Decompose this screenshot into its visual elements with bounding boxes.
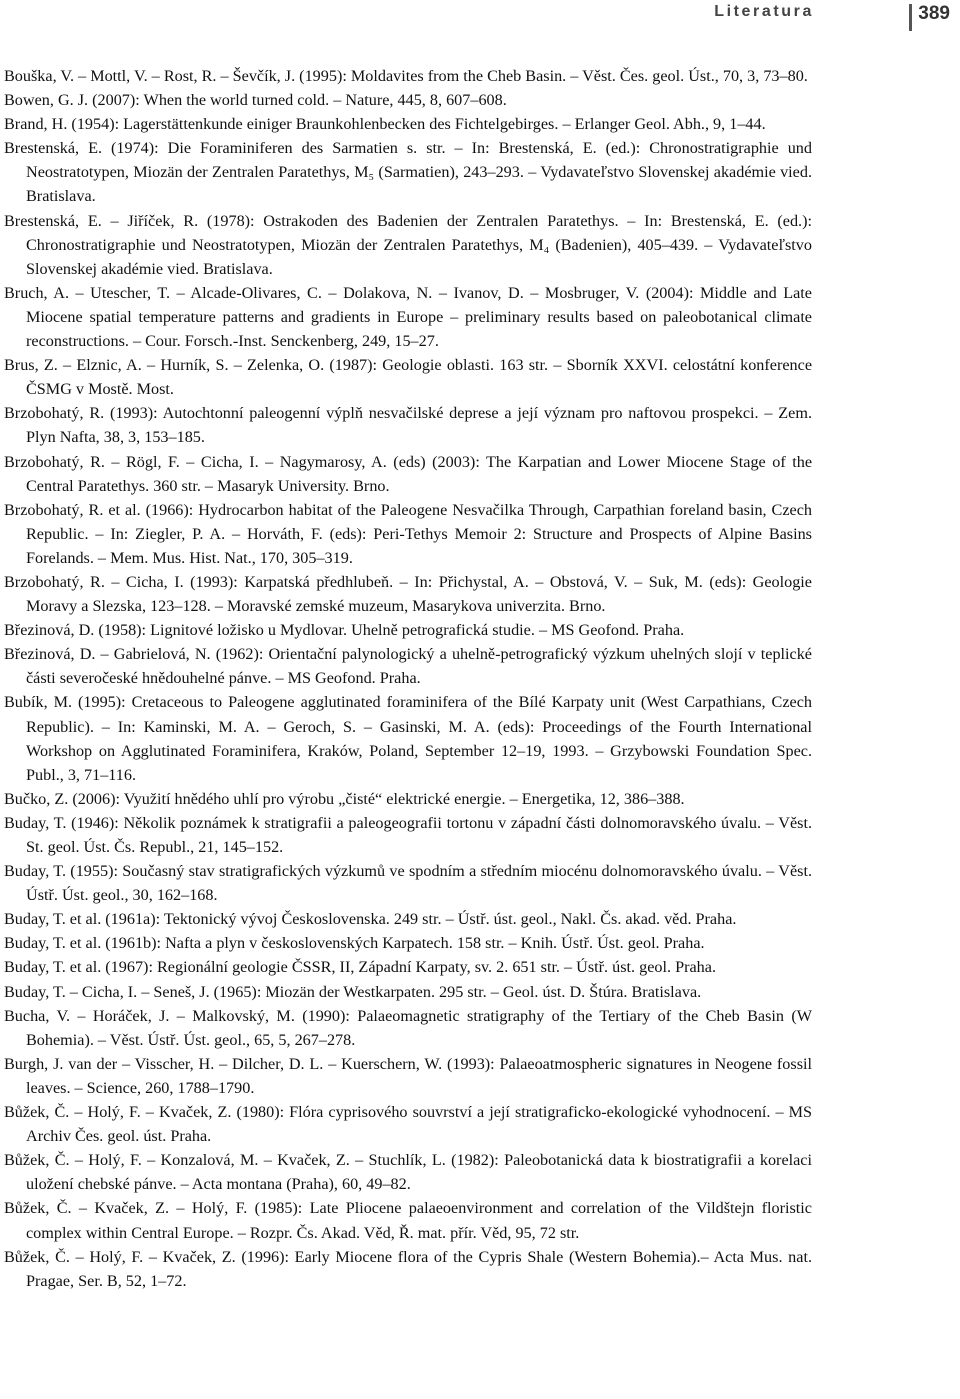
bibliography-entry: Bubík, M. (1995): Cretaceous to Paleogene agglutinated foraminifera of the Bílé Karpaty unit (West Carpathians, Czech Republic). – In: Kaminski, M. A. – Geroch, S. – Gasinski, M. A. (eds): Proceedings of the Fourth International Workshop on Agglutinated Foraminifera, Kraków, Poland, September 12–19, 1993. – Grzybowski Foundation Spec. Publ., 3, 71–116. (4, 693, 812, 784)
bibliography-entry: Bruch, A. – Utescher, T. – Alcade-Olivares, C. – Dolakova, N. – Ivanov, D. – Mosbruger, V. (2004): Middle and Late Miocene spatial temperature patterns and gradients in Europe – preliminary results based on paleobotanical climate reconstructions. – Cour. Forsch.-Inst. Senckenberg, 249, 15–27. (4, 283, 812, 351)
bibliography-entry: Buday, T. (1946): Několik poznámek k stratigrafii a paleogeografii tortonu v západní části dolnomoravského úvalu. – Věst. St. geol. Úst. Čs. Republ., 21, 145–152. (4, 813, 812, 856)
bibliography-entry: Březinová, D. (1958): Lignitové ložisko u Mydlovar. Uhelně petrografická studie. – MS Geofond. Praha. (4, 621, 685, 640)
bibliography-entry: Buday, T. (1955): Současný stav stratigrafických výzkumů ve spodním a středním miocénu dolnomoravského úvalu. – Věst. Ústř. Úst. geol., 30, 162–168. (4, 862, 812, 905)
bibliography-list (4, 64, 812, 1293)
bibliography-entry: Brestenská, E. – Jiříček, R. (1978): Ostrakoden des Badenien der Zentralen Paratethys. – In: Brestenská, E. (ed.): Chronostratigraphie und Neostratotypen, Miozän der Zentralen Paratethys, M₄ (Badenien), 405–439. – Vydavateľstvo Slovenskej akadémie vied. Bratislava. (4, 211, 812, 278)
bibliography-entry: Bouška, V. – Mottl, V. – Rost, R. – Ševčík, J. (1995): Moldavites from the Cheb Basin. – Věst. Čes. geol. Úst., 70, 3, 73–80. (4, 67, 808, 85)
bibliography-entry: Bucha, V. – Horáček, J. – Malkovský, M. (1990): Palaeomagnetic stratigraphy of the Tertiary of the Cheb Basin (W Bohemia). – Věst. Ústř. Úst. geol., 65, 5, 267–278. (4, 1006, 812, 1049)
bibliography-entry: Bůžek, Č. – Holý, F. – Kvaček, Z. (1996): Early Miocene flora of the Cypris Shale (Western Bohemia).– Acta Mus. nat. Pragae, Ser. B, 52, 1–72. (4, 1247, 812, 1290)
bibliography-entry: Buday, T. et al. (1961a): Tektonický vývoj Československa. 249 str. – Ústř. úst. geol., Nakl. Čs. akad. věd. Praha. (4, 910, 737, 929)
bibliography-entry: Bůžek, Č. – Holý, F. – Konzalová, M. – Kvaček, Z. – Stuchlík, L. (1982): Paleobotanická data k biostratigrafii a korelaci uložení chebské pánve. – Acta montana (Praha), 60, 49–82. (4, 1151, 812, 1194)
bibliography-entry: Bůžek, Č. – Kvaček, Z. – Holý, F. (1985): Late Pliocene palaeoenvironment and correlation of the Vildštejn floristic complex within Central Europe. – Rozpr. Čs. Akad. Věd, Ř. mat. přír. Věd, 95, 72 str. (4, 1199, 812, 1242)
bibliography-entry: Buday, T. et al. (1961b): Nafta a plyn v československých Karpatech. 158 str. – Knih. Ústř. Úst. geol. Praha. (4, 934, 705, 953)
bibliography-entry: Bučko, Z. (2006): Využití hnědého uhlí pro výrobu „čisté“ elektrické energie. – Energetika, 12, 386–388. (4, 789, 685, 808)
bibliography-entry: Brestenská, E. (1974): Die Foraminiferen des Sarmatien s. str. – In: Brestenská, E. (ed.): Chronostratigraphie und Neostratotypen, Miozän der Zentralen Paratethys, M₅ (Sarmatien), 243–293. – Vydavateľstvo Slovenskej akadémie vied. Bratislava. (4, 139, 812, 206)
bibliography-entry: Buday, T. – Cicha, I. – Seneš, J. (1965): Miozän der Westkarpaten. 295 str. – Geol. úst. D. Štúra. Bratislava. (4, 982, 702, 1001)
bibliography-entry: Brzobohatý, R. et al. (1966): Hydrocarbon habitat of the Paleogene Nesvačilka Through, Carpathian foreland basin, Czech Republic. – In: Ziegler, P. A. – Horváth, F. (eds): Peri-Tethys Memoir 2: Structure and Prospects of Alpine Basins Forelands. – Mem. Mus. Hist. Nat., 170, 305–319. (4, 500, 812, 567)
bibliography-entry: Brzobohatý, R. – Rögl, F. – Cicha, I. – Nagymarosy, A. (eds) (2003): The Karpatian and Lower Miocene Stage of the Central Paratethys. 360 str. – Masaryk University. Brno. (4, 452, 812, 495)
bibliography-entry: Brus, Z. – Elznic, A. – Hurník, S. – Zelenka, O. (1987): Geologie oblasti. 163 str. – Sborník XXVI. celostátní konference ČSMG v Mostě. Most. (4, 356, 812, 399)
page-header (0, 0, 960, 34)
bibliography-entry: Brzobohatý, R. – Cicha, I. (1993): Karpatská předhlubeň. – In: Přichystal, A. – Obstová, V. – Suk, M. (eds): Geologie Moravy a Slezska, 123–128. – Moravské zemské muzeum, Masarykova univerzita. Brno. (4, 572, 812, 616)
page-number-divider (909, 4, 912, 31)
bibliography-entry: Bůžek, Č. – Holý, F. – Kvaček, Z. (1980): Flóra cyprisového souvrství a její stratigraficko-ekologické vyhodnocení. – MS Archiv Čes. geol. úst. Praha. (4, 1103, 812, 1146)
bibliography-entry: Bowen, G. J. (2007): When the world turned cold. – Nature, 445, 8, 607–608. (4, 91, 507, 110)
running-head-title: Literatura (714, 3, 814, 20)
bibliography-entry: Brand, H. (1954): Lagerstättenkunde einiger Braunkohlenbecken des Fichtelgebirges. – Erlanger Geol. Abh., 9, 1–44. (4, 115, 766, 134)
bibliography-entry: Brzobohatý, R. (1993): Autochtonní paleogenní výplň nesvačilské deprese a její význam pro naftovou prospekci. – Zem. Plyn Nafta, 38, 3, 153–185. (4, 404, 812, 447)
page-number: 389 (918, 3, 950, 24)
bibliography-entry: Březinová, D. – Gabrielová, N. (1962): Orientační palynologický a uhelně-petrografický výzkum uhelných slojí v teplické části severočeské hnědouhelné pánve. – MS Geofond. Praha. (4, 645, 812, 688)
bibliography-entry: Buday, T. et al. (1967): Regionální geologie ČSSR, II, Západní Karpaty, sv. 2. 651 str. – Ústř. úst. geol. Praha. (4, 958, 716, 977)
bibliography-entry: Burgh, J. van der – Visscher, H. – Dilcher, D. L. – Kuerschern, W. (1993): Palaeoatmospheric signatures in Neogene fossil leaves. – Science, 260, 1788–1790. (4, 1054, 812, 1097)
